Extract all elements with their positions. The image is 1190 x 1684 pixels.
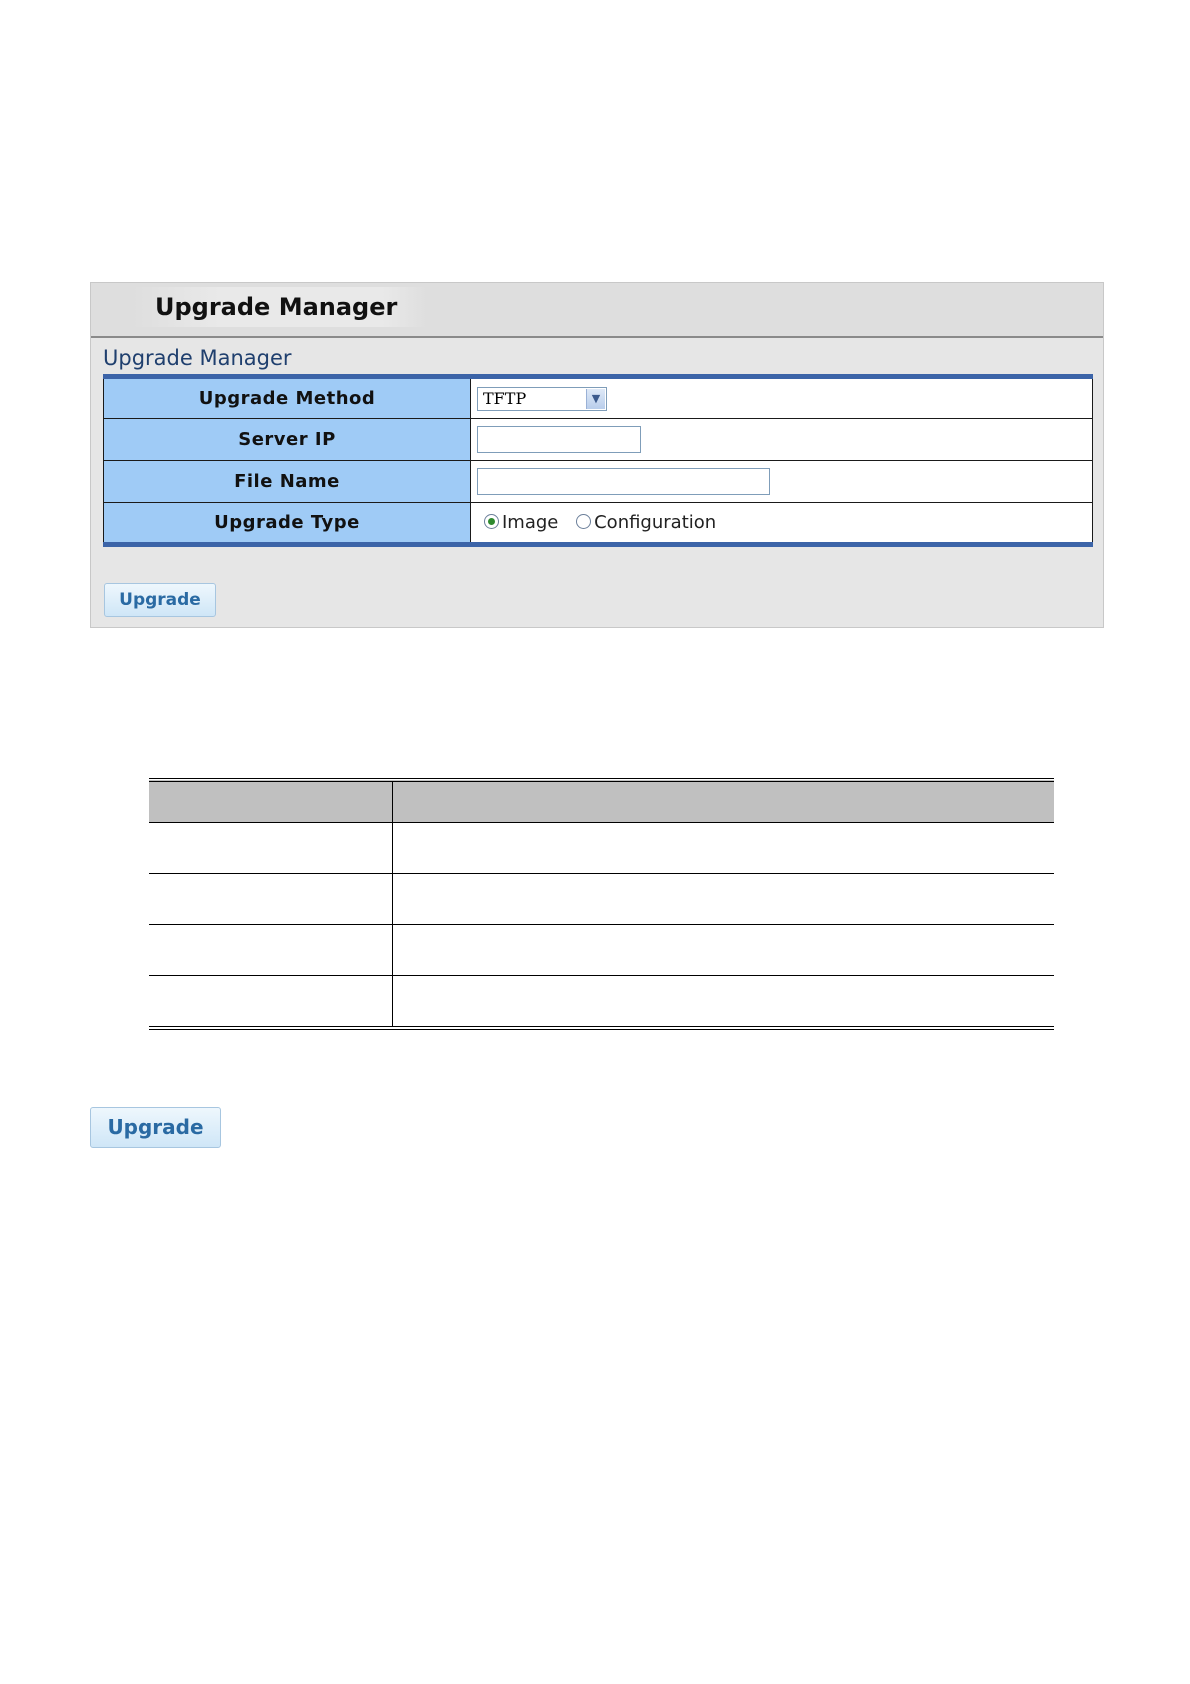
server-ip-label: Server IP (104, 419, 471, 461)
configuration-radio[interactable] (576, 514, 591, 529)
table-header-row (149, 780, 1054, 823)
upgrade-method-select[interactable] (477, 387, 607, 411)
table-cell (393, 823, 1055, 874)
image-radio-label[interactable]: Image (502, 512, 559, 533)
table-row (149, 976, 1054, 1029)
page-title: Upgrade Manager (131, 287, 427, 327)
upgrade-method-label: Upgrade Method (104, 377, 471, 419)
server-ip-input[interactable] (477, 426, 641, 453)
configuration-radio-label[interactable]: Configuration (594, 512, 717, 533)
table-row (104, 419, 1093, 461)
panel-header (91, 283, 1103, 338)
chevron-down-icon[interactable]: ▼ (586, 389, 605, 409)
section-title: Upgrade Manager (103, 346, 292, 370)
image-radio[interactable] (484, 514, 499, 529)
upgrade-type-radio-group (477, 512, 716, 533)
table-header-cell (393, 780, 1055, 823)
upgrade-button-large[interactable]: Upgrade (90, 1107, 221, 1148)
table-cell (149, 976, 393, 1029)
file-name-input[interactable] (477, 468, 770, 495)
table-row (104, 377, 1093, 419)
table-header-cell (149, 780, 393, 823)
table-row (149, 823, 1054, 874)
table-cell (149, 925, 393, 976)
table-cell (149, 874, 393, 925)
table-row (149, 925, 1054, 976)
table-cell (149, 823, 393, 874)
upgrade-method-value: TFTP (483, 388, 527, 408)
table-cell (393, 874, 1055, 925)
upgrade-config-table (103, 374, 1093, 547)
table-row (104, 461, 1093, 503)
upgrade-manager-panel (90, 282, 1104, 628)
description-table (149, 778, 1054, 1030)
upgrade-type-label: Upgrade Type (104, 503, 471, 545)
table-row (149, 874, 1054, 925)
table-cell (393, 925, 1055, 976)
table-cell (393, 976, 1055, 1029)
file-name-label: File Name (104, 461, 471, 503)
table-row (104, 503, 1093, 545)
upgrade-button[interactable]: Upgrade (104, 583, 216, 617)
